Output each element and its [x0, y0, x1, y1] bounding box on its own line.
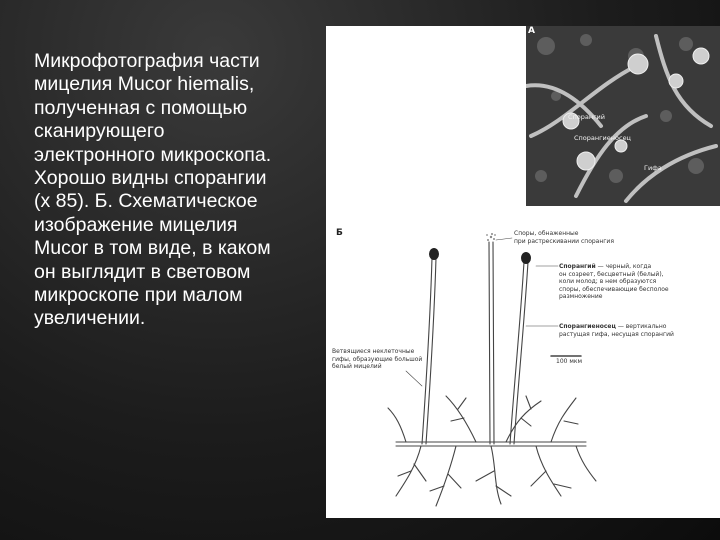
- label-sporangium-desc: — черный, когда он созреет, бесцветный (белый), коли молод; в нем образуются споры, обеспечивающие бесполое размножение: [559, 263, 669, 300]
- label-spores: Споры, обнаженные при растрескивании спорангия: [514, 230, 614, 245]
- label-sporangium: [559, 263, 669, 301]
- sporangiophore-right: [514, 262, 528, 444]
- photo-label-hypha: Гифа: [644, 164, 662, 172]
- label-sporangiophore-desc: — вертикально растущая гифа, несущая спорангий: [559, 323, 674, 338]
- label-sporangiophore: [559, 323, 674, 338]
- label-sporangium-term: Спорангий: [559, 263, 596, 270]
- label-mycelium: Ветвящиеся неклеточные гифы, образующие большой белый мицелий: [332, 348, 423, 370]
- figure-panel: [326, 26, 720, 518]
- caption-text: Микрофотография части мицелия Mucor hiemalis, полученная с помощью сканирующего электронного микроскопа. Хорошо видны спорангии (х 85). Б. Схематическое изображение мицелия Mucor в том виде, в каком он выглядит в световом микроскопе при малом увеличении.: [34, 50, 272, 330]
- sporangium-left: [429, 248, 439, 260]
- photo-label-sporangium: Спорангий: [568, 113, 605, 121]
- panel-b-letter: Б: [336, 228, 343, 238]
- sporangium-right: [521, 252, 531, 264]
- panel-a-letter: А: [528, 26, 535, 36]
- label-sporangiophore-term: Спорангиеносец: [559, 323, 616, 330]
- photo-label-sporangiophore: Спорангиеносец: [574, 134, 631, 142]
- sporangiophore-middle: [493, 242, 494, 444]
- label-scale: 100 мкм: [556, 358, 583, 365]
- spores-cluster: [486, 233, 496, 241]
